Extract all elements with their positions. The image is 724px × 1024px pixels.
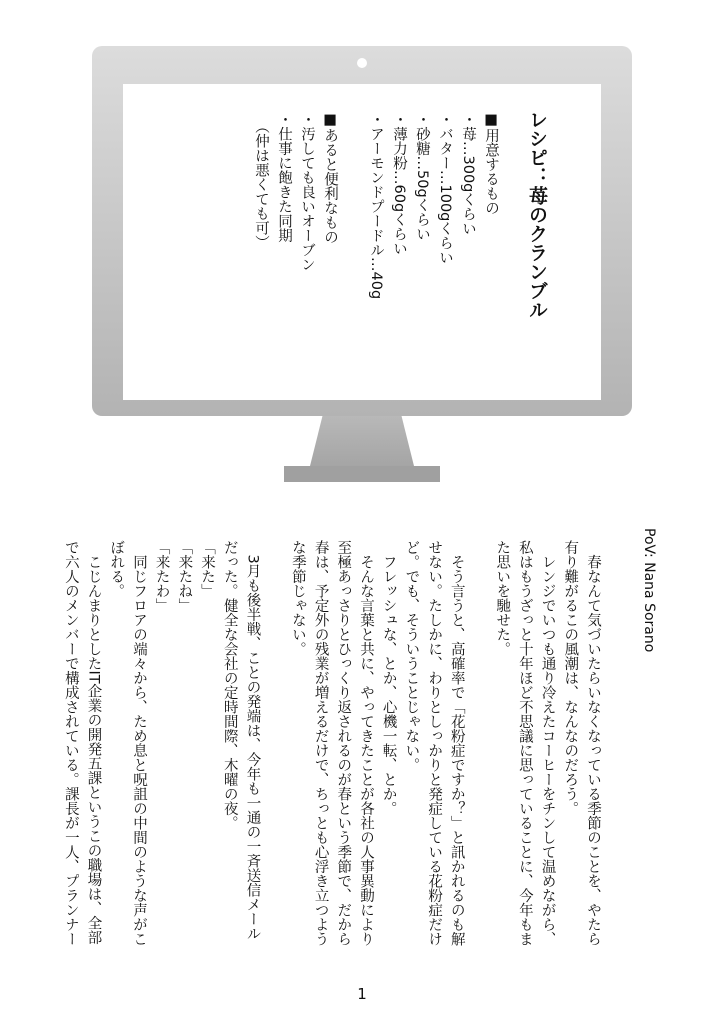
monitor-stand [310,416,414,466]
story-text: 春なんて気づいたらいなくなっている季節のことを、やたら 有り難がるこの風潮は、なんなのだろう。 レンジでいつも通り冷えたコーヒーをチンして温めながら、 私はもうざっと十年ほど不思議に思っていることに、今年もま た思いを馳せた。 そう言うと、高確率で「花粉症ですか？」と訊かれるのも解 せない。たしかに、わりとしっかりと発症している花粉症だけ ど。でも、そういうことじゃない。 フレッシュな、とか、心機一転、とか。 そんな言葉と共に、やってきたことが各社の人事異動により 至極あっさりとひっくり返されるのが春という季節で、だから 春は、予定外の残業が増えるだけで、ちっとも心浮き立つよう な季節じゃない。 3月も後半戦、ことの発端は、今年も一通の一斉送信メール だった。健全な会社の定時間際、木曜の夜。 「来た」 「来たね」 「来たわ」 同じフロアの端々から、ため息と呪詛の中間のような声がこ ぼれる。 こじんまりとしたIT企業の開発五課というこの職場は、全部 で六人のメンバーで構成されている。課長が一人、プランナー [62,540,601,946]
pov-heading: PoV: Nana Sorano [641,528,657,653]
camera-dot [357,58,367,68]
recipe-title: レシピ：苺のクランブル [526,110,548,319]
page-number: 1 [357,985,367,1003]
recipe-ingredients: ■用意するもの ・苺…300gくらい ・バター…100gくらい ・砂糖…50gくらい ・薄力粉…60gくらい ・アーモンドプードル…40g ■あると便利なもの ・汚しても良いオーブン ・仕事に飽きた同期 （仲は悪くても可） [253,112,499,300]
monitor-base [284,466,440,482]
